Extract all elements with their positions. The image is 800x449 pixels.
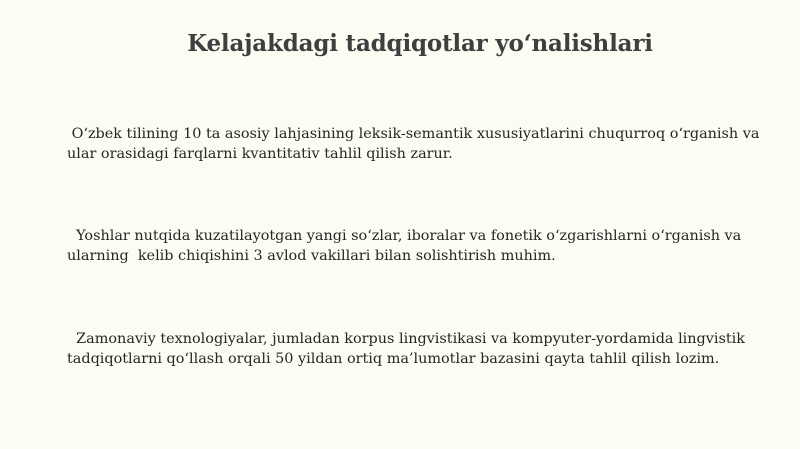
paragraph-youth-speech: Yoshlar nutqida kuzatilayotgan yangi so‘zlar, iboralar va fonetik o‘zgarishlarni o‘rganish va ularning kelib chiqishini 3 avlod vakillari bilan solishtirish muhim. bbox=[67, 228, 742, 264]
paragraph-dialects: O‘zbek tilining 10 ta asosiy lahjasining leksik-semantik xususiyatlarini chuqurroq o‘rganish va ular orasidagi farqlarni kvantitativ tahlil qilish zarur. bbox=[67, 126, 760, 162]
paragraph-technologies: Zamonaviy texnologiyalar, jumladan korpus lingvistikasi va kompyuter-yordamida lingvistik tadqiqotlarni qo‘llash orqali 50 yildan ortiq ma’lumotlar bazasini qayta tahlil qilish lozim. bbox=[67, 331, 745, 367]
slide-title: Kelajakdagi tadqiqotlar yo‘nalishlari bbox=[187, 30, 653, 57]
